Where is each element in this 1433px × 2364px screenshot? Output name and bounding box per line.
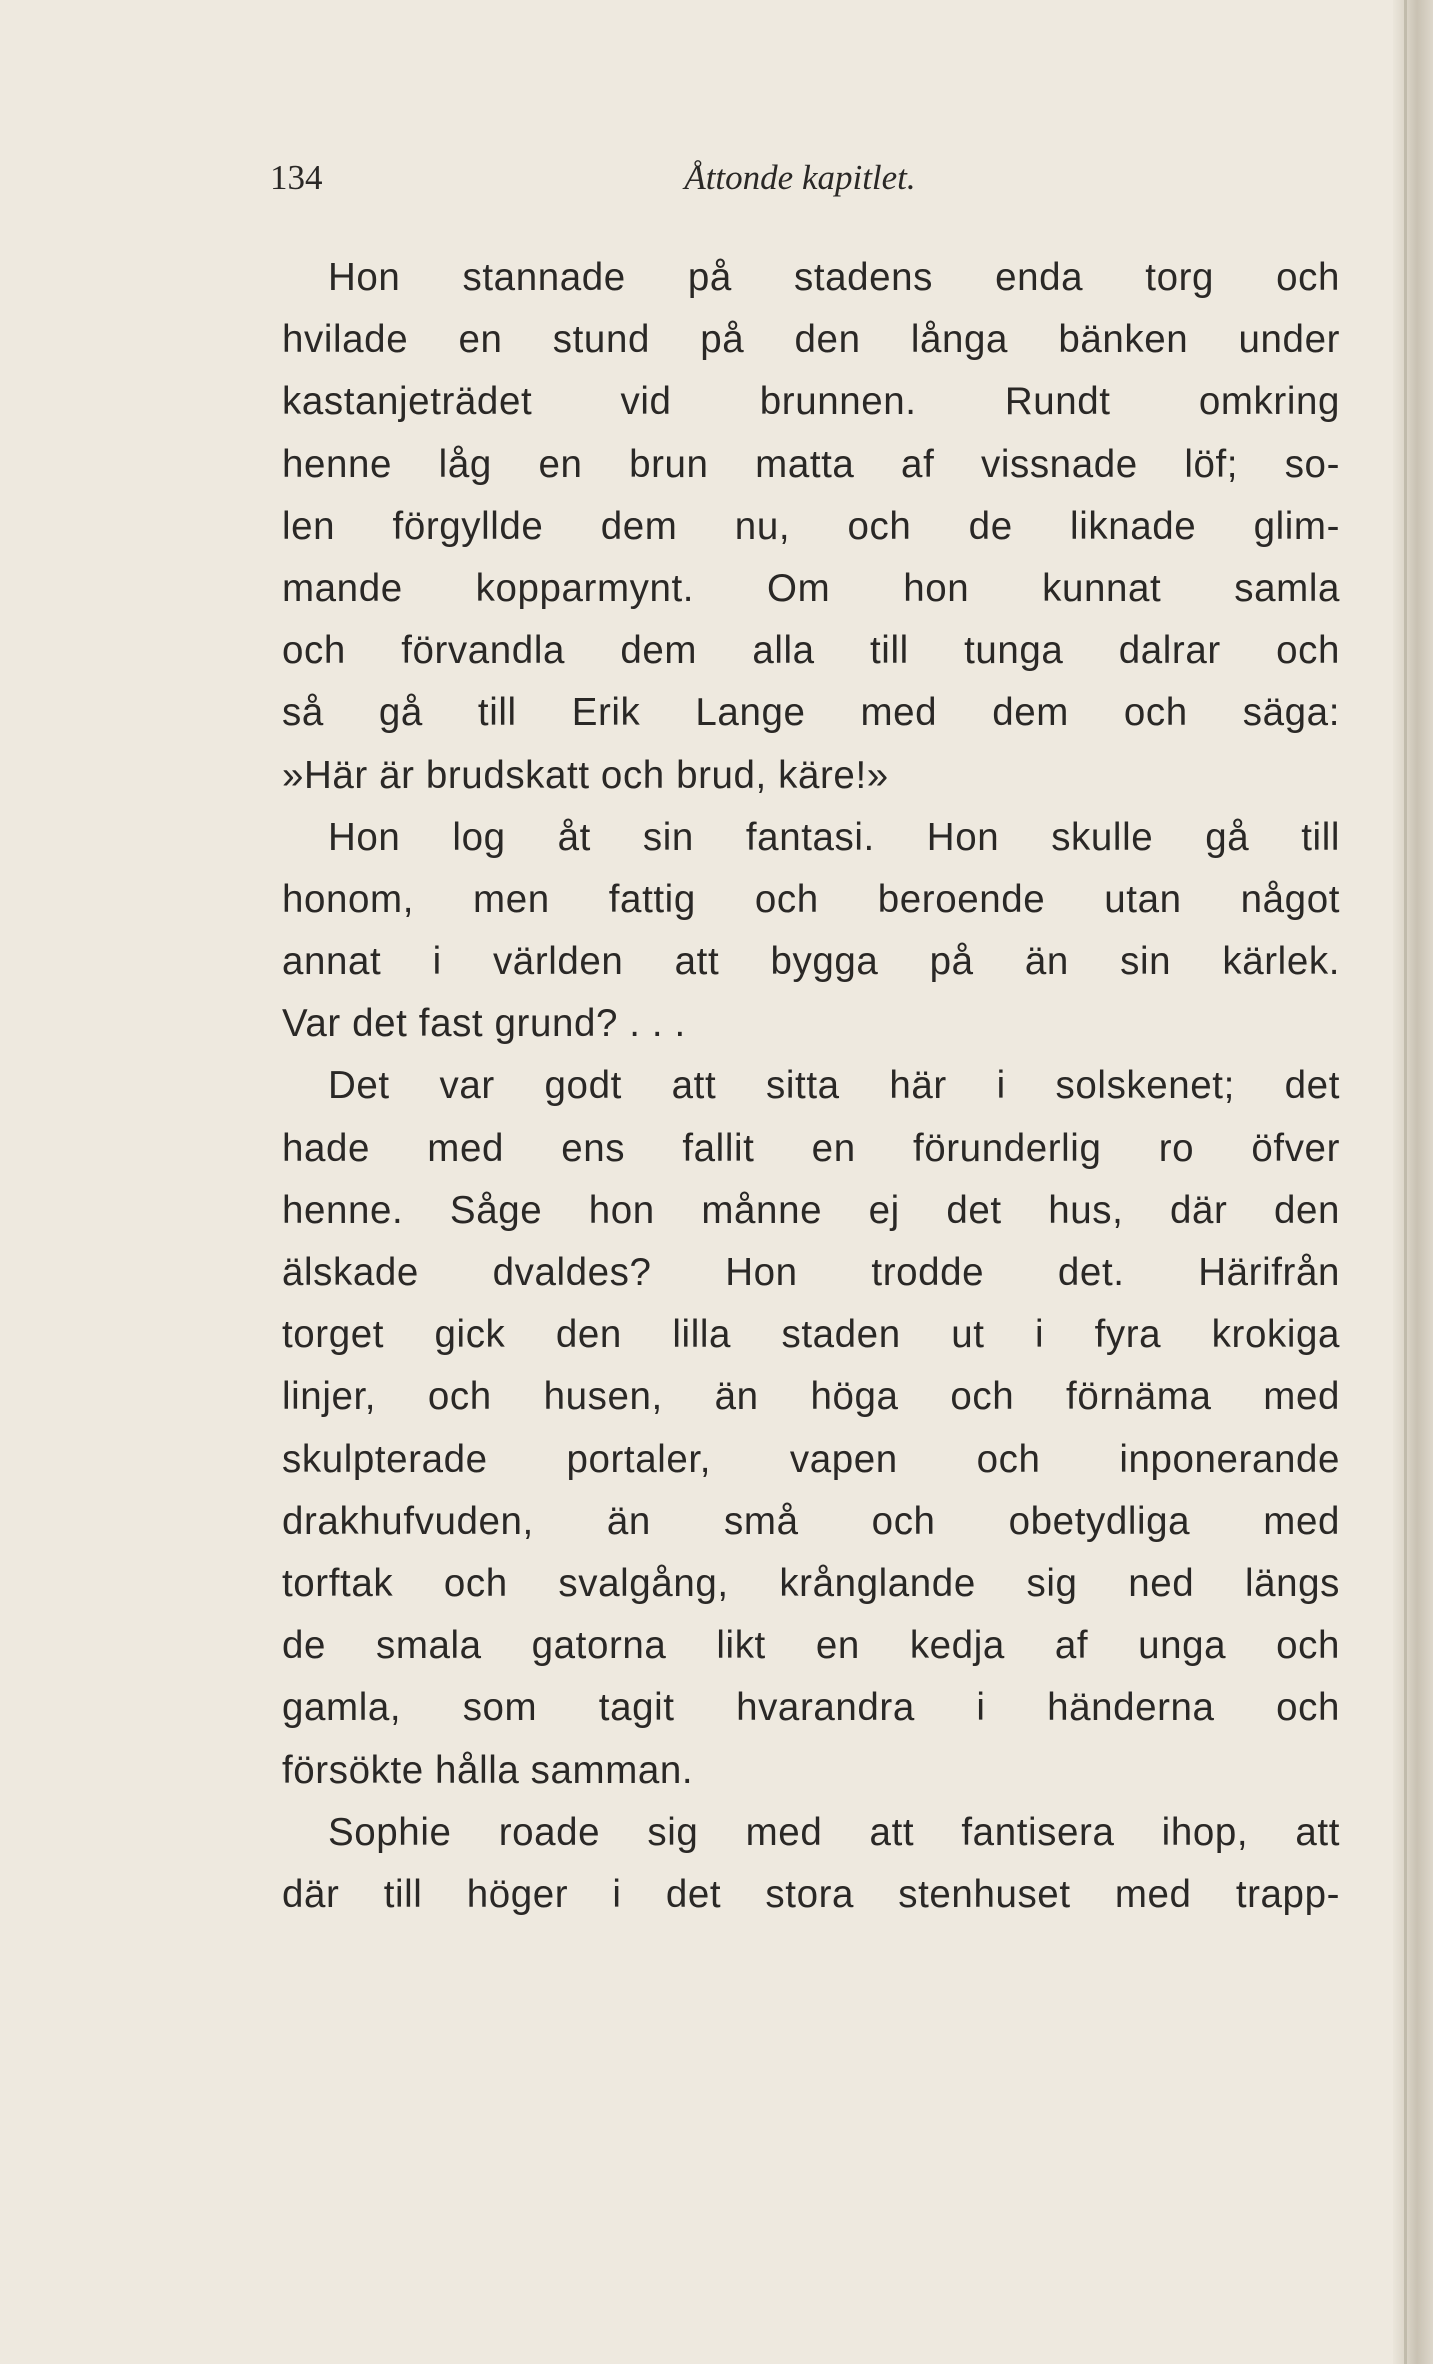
text-line: torget gick den lilla staden ut i fyra krokiga bbox=[282, 1313, 1340, 1357]
text-line: drakhufvuden, än små och obetydliga med bbox=[282, 1499, 1340, 1543]
page-edge-line bbox=[1404, 0, 1407, 2364]
page-number: 134 bbox=[270, 158, 323, 197]
text-line: len förgyllde dem nu, och de liknade glim- bbox=[282, 504, 1340, 548]
text-line: henne. Såge hon månne ej det hus, där den bbox=[282, 1188, 1340, 1232]
text-line: Var det fast grund? . . . bbox=[282, 1002, 686, 1046]
text-line: hvilade en stund på den långa bänken under bbox=[282, 318, 1340, 362]
text-line: hade med ens fallit en förunderlig ro öfver bbox=[282, 1126, 1340, 1170]
text-line: gamla, som tagit hvarandra i händerna och bbox=[282, 1686, 1340, 1730]
text-line: Sophie roade sig med att fantisera ihop, att bbox=[328, 1810, 1340, 1854]
text-line: så gå till Erik Lange med dem och säga: bbox=[282, 691, 1340, 735]
body-text bbox=[282, 247, 1340, 1926]
text-line: linjer, och husen, än höga och förnäma med bbox=[282, 1375, 1340, 1419]
text-line: skulpterade portaler, vapen och inponerande bbox=[282, 1437, 1340, 1481]
text-line: älskade dvaldes? Hon trodde det. Härifrån bbox=[282, 1251, 1340, 1294]
text-line: Det var godt att sitta här i solskenet; det bbox=[328, 1064, 1340, 1108]
running-title: Åttonde kapitlet. bbox=[684, 158, 916, 197]
text-line: annat i världen att bygga på än sin kärlek. bbox=[282, 940, 1340, 984]
page-edge-shadow bbox=[1393, 0, 1433, 2364]
text-line: »Här är brudskatt och brud, käre!» bbox=[282, 753, 889, 797]
text-line: honom, men fattig och beroende utan något bbox=[282, 877, 1340, 921]
text-line: Hon log åt sin fantasi. Hon skulle gå till bbox=[328, 815, 1340, 859]
page-header bbox=[270, 158, 1330, 206]
text-line: torftak och svalgång, krånglande sig ned längs bbox=[282, 1561, 1340, 1605]
text-line: försökte hålla samman. bbox=[282, 1748, 694, 1792]
text-line: Hon stannade på stadens enda torg och bbox=[328, 256, 1340, 299]
text-line: där till höger i det stora stenhuset med trapp- bbox=[282, 1872, 1340, 1916]
text-line: henne låg en brun matta af vissnade löf; so- bbox=[282, 442, 1340, 486]
text-line: kastanjeträdet vid brunnen. Rundt omkring bbox=[282, 380, 1340, 424]
text-line: mande kopparmynt. Om hon kunnat samla bbox=[282, 566, 1340, 610]
text-line: de smala gatorna likt en kedja af unga och bbox=[282, 1624, 1340, 1668]
text-line: och förvandla dem alla till tunga dalrar och bbox=[282, 629, 1340, 673]
